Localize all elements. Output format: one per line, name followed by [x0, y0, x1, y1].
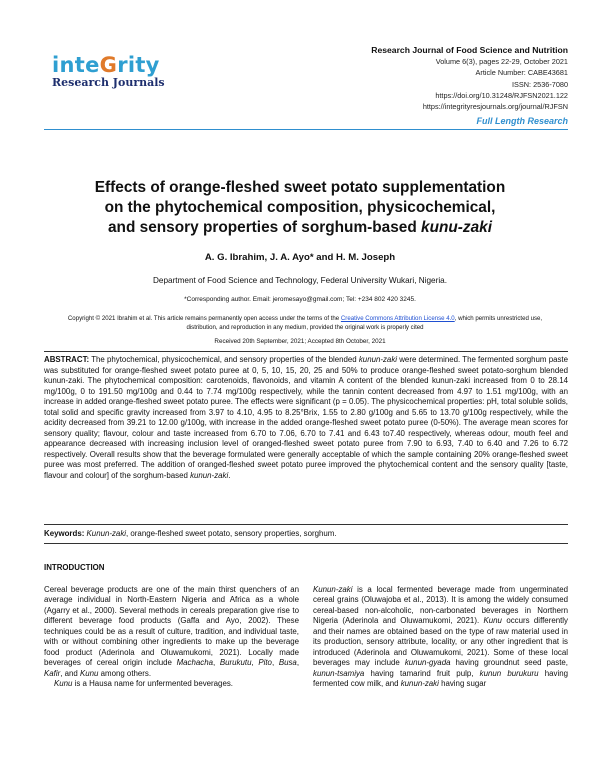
affiliation: Department of Food Science and Technology, Federal University Wukari, Nigeria.	[153, 276, 447, 285]
keywords-bottom-rule	[44, 543, 568, 544]
doi-link[interactable]: https://doi.org/10.31248/RJFSN2021.122	[435, 90, 568, 100]
integrity-logo	[52, 54, 182, 89]
intro-left-column	[44, 585, 299, 690]
article-type-label: Full Length Research	[476, 116, 568, 126]
copyright-notice: Copyright © 2021 Ibrahim et al. This article remains permanently open access under the terms of the Creative Commons Attribution License 4.0, which permits unrestricted use, distribution, and reproduction in any medium, provided the original work is properly cited	[67, 315, 543, 331]
article-number: Article Number: CABE43681	[475, 68, 568, 78]
intro-right-column	[313, 585, 568, 690]
authors: A. G. Ibrahim, J. A. Ayo* and H. M. Joseph	[204, 252, 396, 263]
journal-meta	[371, 45, 568, 112]
keywords: Keywords: Kunun-zaki, orange-fleshed sweet potato, sensory properties, sorghum.	[44, 529, 337, 538]
corresponding-author: *Corresponding author. Email: jeromesayo@gmail.com; Tel: +234 802 420 3245.	[184, 296, 416, 303]
logo-wordmark: inteGrity	[52, 53, 160, 77]
logo-g-mark: G	[99, 53, 118, 77]
intro-paragraph-2: Kunu is a Hausa name for unfermented beverages.	[54, 679, 233, 689]
article-title: Effects of orange-fleshed sweet potato supplementation on the phytochemical composition, physicochemical, and sensory properties of sorghum-based kunu-zaki	[94, 179, 506, 236]
intro-paragraph-1: Cereal beverage products are one of the main thirst quenchers of an average individual in North-Eastern Nigeria and Africa as a whole (Agarry et al., 2000). Several methods in cereals preparation give rise to different beverage food products (Gaffa and Ayo, 2002). These techniques could be as a result of culture, tradition, and individual taste, with or without combining other ingredients to make up the beverage food product (Aderinola and Oluwamukomi, 2021). Locally made beverages of cereal origin include Machacha, Burukutu, Pito, Busa, Kafir, and Kunu among others.	[44, 585, 300, 678]
issn: ISSN: 2536-7080	[512, 79, 568, 89]
received-dates: Received 20th September, 2021; Accepted 8th October, 2021	[214, 338, 386, 345]
journal-url-link[interactable]: https://integrityresjournals.org/journal/RJFSN	[422, 102, 568, 112]
logo-subtitle: Research Journals	[52, 76, 165, 89]
header-divider	[44, 129, 568, 130]
abstract: ABSTRACT: The phytochemical, physicochemical, and sensory properties of the blended kunun-zaki were determined. The fermented sorghum paste was substituted for orange-fleshed sweet potato puree at 0, 5, 10, 15, 20, 25 and 50% to produce orange-fleshed sweet potato-sorghum blended kunun-zaki. The phytochemical composition: carotenoids, flavonoids, and vitamin A content of the blended kunun-zaki increased from 0 to 28.14 mg/100g, 0 to 191.50 mg/100g and 0.44 to 7.74 mg/100g respectively, while the tannin content decreased from 4.97 to 1.51 mg/100g, with an increase in added orange-fleshed sweet potato puree. The effects were significant (p = 0.05). The physicochemical properties: pH, total soluble solids, total solid and specific gravity increased from 3.97 to 4.10, 4.95 to 8.25°Brix, 1.55 to 2.80 g/100g and 5.65 to 13.70 g/100g respectively, while the acidity decreased from 39.21 to 12.00 g/100g, with increase in the added orange-fleshed sweet potato puree (0-50%). The average mean scores for sensory quality; flavour, colour and taste increased from 6.70 to 7.06, 6.70 to 7.41 and 6.43 to7.40 respectively, whereas odour, mouth feel and appearance decreased with increasing inclusion level of oranged-fleshed sweet potato puree from 7.90 to 6.93, 7.40 to 6.40 and 7.26 to 6.72 respectively. Overall results show that the beverage formulated were generally acceptable of which the sample containing 20% orange-fleshed sweet puree was most preferred. The addition of oranged-fleshed sweet potato puree improved the phytochemical content and the sensory quality [taste, flavour and colour] of the sorghum-based kunun-zaki.	[44, 355, 568, 481]
license-link[interactable]: Creative Commons Attribution License 4.0	[340, 315, 455, 322]
keywords-label: Keywords:	[44, 529, 85, 538]
abstract-label: ABSTRACT:	[44, 355, 90, 364]
intro-paragraph-3: Kunun-zaki is a local fermented beverage made from ungerminated cereal grains (Oluwajoba et al., 2013). It is among the widely consumed cereal-based non-alcoholic, non-carbonated beverages in Northern Nigeria (Aderinola and Oluwamukomi, 2021). Kunu occurs differently and their names are obtained based on the type of raw material used in its production, sensory attribute, locality, or any other ingredient that is introduced (Aderinola and Oluwamukomi, 2021). Some of these local beverages may include kunun-gyada having groundnut seed paste, kunun-tsamiya having tamarind fruit pulp, kunun burukuru having fermented cow milk, and kunun-zaki having sugar	[313, 585, 568, 689]
introduction-heading: INTRODUCTION	[44, 563, 105, 572]
journal-name: Research Journal of Food Science and Nutrition	[371, 45, 568, 55]
abstract-top-rule	[44, 351, 568, 352]
volume-info: Volume 6(3), pages 22-29, October 2021	[435, 57, 568, 67]
abstract-bottom-rule	[44, 524, 568, 525]
